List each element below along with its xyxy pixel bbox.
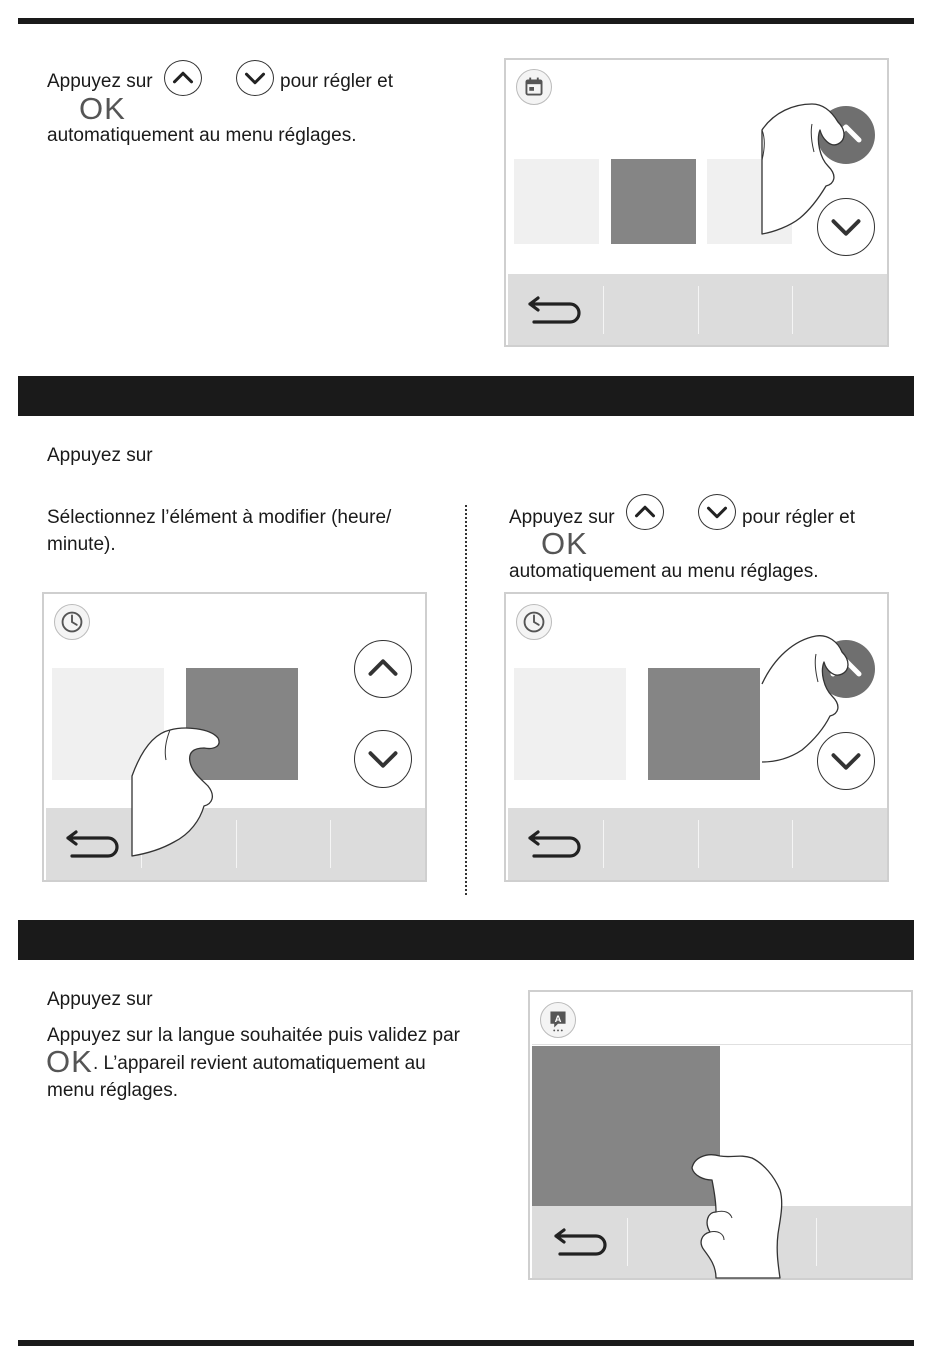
- top-line2: automatiquement au menu réglages.: [47, 125, 357, 146]
- month-tile[interactable]: [611, 159, 696, 244]
- middle-right-line2: automatiquement au menu réglages.: [509, 561, 819, 582]
- top-line1-suffix: pour régler et: [280, 71, 394, 92]
- bar-divider: [816, 1218, 817, 1266]
- bar-divider: [698, 286, 699, 334]
- ok-label: OK: [79, 91, 126, 126]
- time-adjust-screen: [504, 592, 889, 882]
- bar-divider: [603, 286, 604, 334]
- bottom-bar: [508, 274, 887, 345]
- middle-right-line1-suffix: pour régler et: [742, 507, 856, 528]
- middle-right-line1-prefix: Appuyez sur: [509, 507, 615, 528]
- day-tile[interactable]: [514, 159, 599, 244]
- bottom-line1: Appuyez sur la langue souhaitée puis validez par: [47, 1025, 460, 1046]
- bar-divider: [792, 286, 793, 334]
- dotted-divider: [465, 505, 467, 895]
- pointing-hand-icon: [754, 100, 854, 240]
- top-rule: [18, 18, 914, 24]
- svg-text:A: A: [554, 1013, 562, 1025]
- calendar-icon: [516, 69, 552, 105]
- chevron-down-icon: [698, 494, 736, 530]
- date-settings-screen: [504, 58, 889, 347]
- back-arrow-icon[interactable]: [526, 824, 584, 862]
- ok-label: OK: [46, 1044, 93, 1079]
- bar-divider: [627, 1218, 628, 1266]
- chevron-up-icon: [164, 60, 202, 96]
- bar-divider: [236, 820, 237, 868]
- language-screen: [528, 990, 913, 1280]
- ok-label: OK: [541, 526, 588, 561]
- back-arrow-icon[interactable]: [64, 824, 122, 862]
- bar-divider: [603, 820, 604, 868]
- middle-left-text-line2: minute).: [47, 534, 116, 555]
- back-arrow-icon[interactable]: [552, 1222, 610, 1260]
- bottom-rule: [18, 1340, 914, 1346]
- chevron-down-icon: [236, 60, 274, 96]
- section-band: [18, 920, 914, 960]
- bottom-intro: Appuyez sur: [47, 989, 153, 1010]
- bar-divider: [698, 820, 699, 868]
- bar-divider: [792, 820, 793, 868]
- chevron-up-icon: [626, 494, 664, 530]
- hour-tile[interactable]: [514, 668, 626, 780]
- bottom-bar: [508, 808, 887, 880]
- header-divider: [532, 1044, 911, 1045]
- section-band: [18, 376, 914, 416]
- chevron-down-icon[interactable]: [354, 730, 412, 788]
- top-line1-prefix: Appuyez sur: [47, 71, 153, 92]
- pointing-hand-icon: [690, 1150, 786, 1280]
- middle-left-text-line1: Sélectionnez l’élément à modifier (heure/: [47, 507, 392, 528]
- pointing-hand-icon: [758, 632, 858, 770]
- middle-intro: Appuyez sur: [47, 445, 153, 466]
- minute-tile[interactable]: [648, 668, 760, 780]
- language-icon: [540, 1002, 576, 1038]
- bottom-bar: [46, 808, 425, 880]
- clock-icon: [516, 604, 552, 640]
- back-arrow-icon[interactable]: [526, 290, 584, 328]
- bottom-line2-suffix: . L’appareil revient automatiquement au: [93, 1053, 426, 1074]
- time-select-screen: [42, 592, 427, 882]
- chevron-up-icon[interactable]: [354, 640, 412, 698]
- bar-divider: [330, 820, 331, 868]
- clock-icon: [54, 604, 90, 640]
- pointing-hand-icon: [130, 724, 230, 860]
- bottom-line3: menu réglages.: [47, 1080, 178, 1101]
